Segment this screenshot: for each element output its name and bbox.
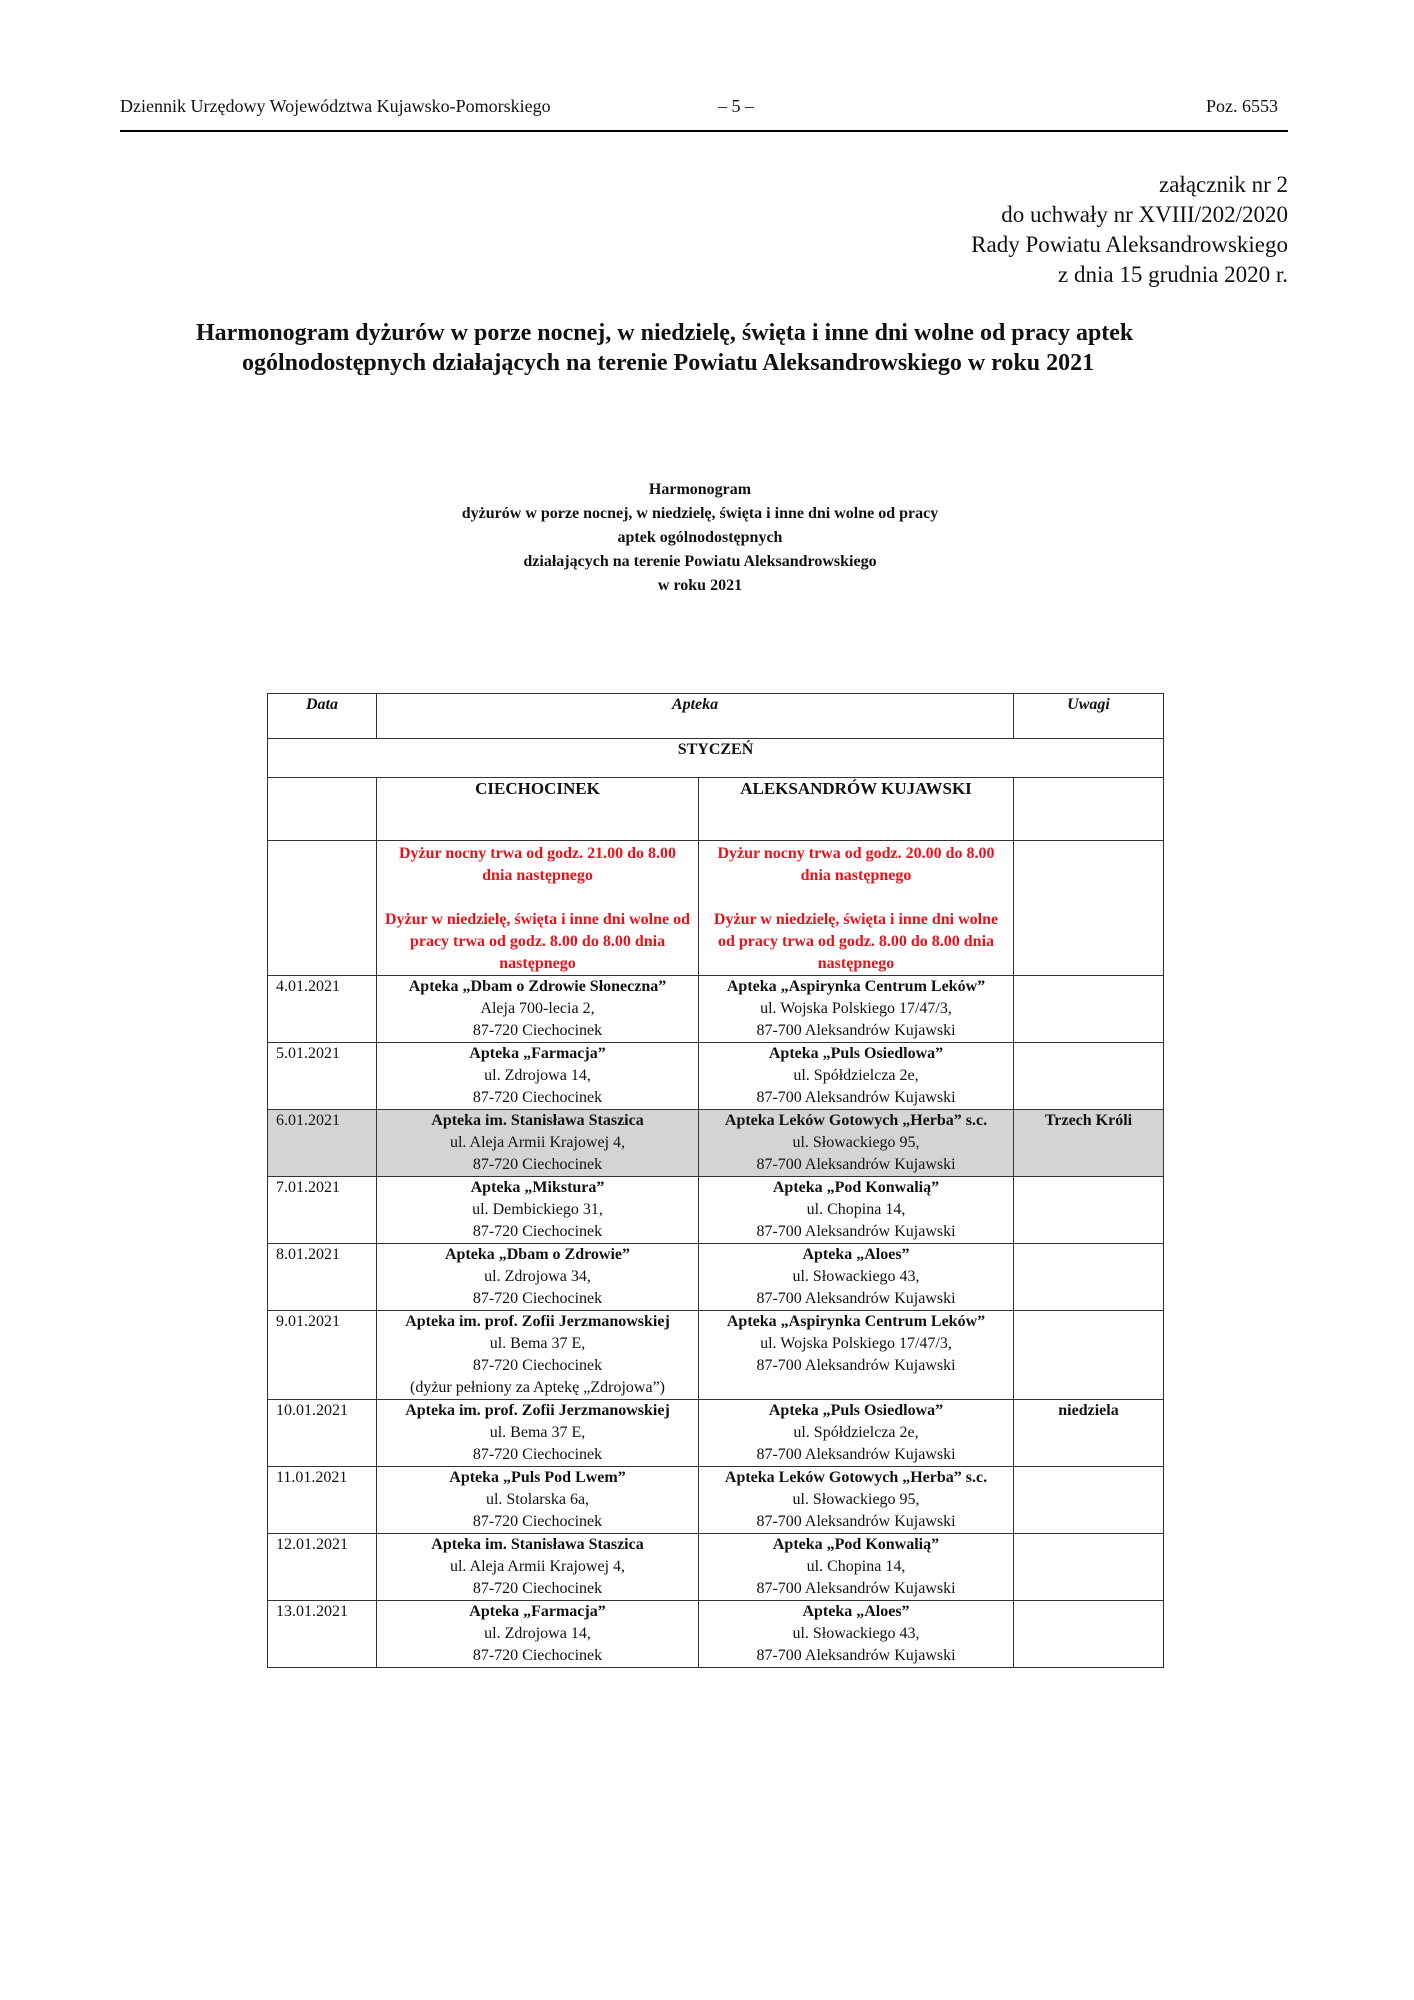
pharmacy-street: ul. Bema 37 E,: [489, 1424, 586, 1441]
ciechocinek-pharmacy-cell: [377, 1043, 699, 1110]
pharmacy-street: ul. Chopina 14,: [806, 1558, 906, 1575]
attachment-line: Rady Powiatu Aleksandrowskiego: [971, 232, 1288, 257]
heading-line: Harmonogram: [648, 481, 752, 498]
pharmacy-name: Apteka „Farmacja”: [469, 1603, 606, 1620]
holiday-duty-text: Dyżur w niedzielę, święta i inne dni wolne od pracy trwa od godz. 8.00 do 8.00 dnia następnego: [713, 911, 999, 972]
pharmacy-name: Apteka „Puls Osiedlowa”: [768, 1045, 944, 1062]
date-cell: 10.01.2021: [268, 1400, 377, 1467]
pharmacy-city: 87-720 Ciechocinek: [472, 1223, 603, 1240]
ciechocinek-pharmacy-cell: [377, 1244, 699, 1311]
aleksandrow-pharmacy-cell: [699, 1043, 1014, 1110]
empty-cell: [1014, 841, 1164, 976]
aleksandrow-pharmacy-cell: [699, 1110, 1014, 1177]
pharmacy-street: ul. Chopina 14,: [806, 1201, 906, 1218]
journal-title: Dziennik Urzędowy Województwa Kujawsko-Pomorskiego: [120, 96, 551, 116]
date-cell: 11.01.2021: [268, 1467, 377, 1534]
night-duty-text: Dyżur nocny trwa od godz. 21.00 do 8.00 dnia następnego: [398, 845, 677, 884]
heading-line: działających na terenie Powiatu Aleksandrowskiego: [523, 553, 877, 570]
pharmacy-name: Apteka Leków Gotowych „Herba” s.c.: [724, 1469, 988, 1486]
duty-hours-row: [268, 841, 1164, 976]
pharmacy-name: Apteka „Aloes”: [802, 1603, 910, 1620]
pharmacy-street: ul. Dembickiego 31,: [472, 1201, 603, 1218]
notes-cell: [1014, 1244, 1164, 1311]
pharmacy-street: ul. Spółdzielcza 2e,: [793, 1067, 919, 1084]
pharmacy-name: Apteka „Aspirynka Centrum Leków”: [726, 1313, 986, 1330]
notes-cell: [1014, 976, 1164, 1043]
aleksandrow-pharmacy-cell: [699, 1400, 1014, 1467]
pharmacy-city: 87-700 Aleksandrów Kujawski: [756, 1513, 956, 1530]
pharmacy-city: 87-700 Aleksandrów Kujawski: [756, 1089, 956, 1106]
aleksandrow-pharmacy-cell: [699, 1177, 1014, 1244]
notes-cell: [1014, 1043, 1164, 1110]
pharmacy-name: Apteka im. prof. Zofii Jerzmanowskiej: [405, 1313, 670, 1330]
pharmacy-city: 87-700 Aleksandrów Kujawski: [756, 1290, 956, 1307]
pharmacy-name: Apteka „Puls Pod Lwem”: [449, 1469, 626, 1486]
aleksandrow-pharmacy-cell: [699, 1534, 1014, 1601]
empty-cell: [268, 778, 377, 841]
column-header-pharmacy: Apteka: [377, 694, 1014, 739]
attachment-line: z dnia 15 grudnia 2020 r.: [1058, 262, 1288, 287]
pharmacy-name: Apteka Leków Gotowych „Herba” s.c.: [724, 1112, 988, 1129]
pharmacy-street: ul. Aleja Armii Krajowej 4,: [449, 1558, 626, 1575]
ciechocinek-pharmacy-cell: [377, 1400, 699, 1467]
table-row: [268, 1244, 1164, 1311]
night-duty-text: Dyżur nocny trwa od godz. 20.00 do 8.00 dnia następnego: [717, 845, 995, 884]
table-row: [268, 1534, 1164, 1601]
pharmacy-street: ul. Zdrojowa 14,: [484, 1067, 591, 1084]
pharmacy-city: 87-720 Ciechocinek: [472, 1357, 603, 1374]
pharmacy-street: ul. Wojska Polskiego 17/47/3,: [760, 1335, 952, 1352]
pharmacy-name: Apteka im. Stanisława Staszica: [431, 1536, 644, 1553]
pharmacy-street: ul. Zdrojowa 14,: [484, 1625, 591, 1642]
date-cell: 13.01.2021: [268, 1601, 377, 1668]
empty-cell: [268, 841, 377, 976]
ciechocinek-pharmacy-cell: [377, 1534, 699, 1601]
table-row: [268, 1110, 1164, 1177]
notes-cell: [1014, 1177, 1164, 1244]
date-cell: 7.01.2021: [268, 1177, 377, 1244]
pharmacy-street: ul. Słowackiego 43,: [792, 1268, 920, 1285]
pharmacy-name: Apteka „Aspirynka Centrum Leków”: [726, 978, 986, 995]
pharmacy-name: Apteka im. Stanisława Staszica: [431, 1112, 644, 1129]
position-number: Poz. 6553: [1206, 96, 1278, 116]
table-row: [268, 1467, 1164, 1534]
table-row: [268, 1177, 1164, 1244]
table-row: [268, 976, 1164, 1043]
ciechocinek-pharmacy-cell: [377, 1311, 699, 1400]
pharmacy-city: 87-720 Ciechocinek: [472, 1089, 603, 1106]
pharmacy-name: Apteka „Puls Osiedlowa”: [768, 1402, 944, 1419]
duty-schedule-table: [267, 693, 1164, 1668]
aleksandrow-pharmacy-cell: [699, 1311, 1014, 1400]
date-cell: 4.01.2021: [268, 976, 377, 1043]
table-row: [268, 1400, 1164, 1467]
pharmacy-city: 87-700 Aleksandrów Kujawski: [756, 1156, 956, 1173]
date-cell: 8.01.2021: [268, 1244, 377, 1311]
pharmacy-street: ul. Słowackiego 95,: [792, 1491, 920, 1508]
month-label: STYCZEŃ: [268, 739, 1164, 778]
page-header: [120, 96, 1288, 132]
heading-line: dyżurów w porze nocnej, w niedzielę, święta i inne dni wolne od pracy: [461, 505, 939, 522]
heading-line: w roku 2021: [657, 577, 743, 594]
month-row: [268, 739, 1164, 778]
holiday-duty-text: Dyżur w niedzielę, święta i inne dni wolne od pracy trwa od godz. 8.00 do 8.00 dnia następnego: [384, 911, 691, 972]
aleksandrow-pharmacy-cell: [699, 976, 1014, 1043]
pharmacy-city: 87-700 Aleksandrów Kujawski: [756, 1580, 956, 1597]
pharmacy-city: 87-720 Ciechocinek: [472, 1022, 603, 1039]
pharmacy-street: ul. Stolarska 6a,: [485, 1491, 590, 1508]
pharmacy-name: Apteka „Aloes”: [802, 1246, 910, 1263]
pharmacy-city: 87-700 Aleksandrów Kujawski: [756, 1446, 956, 1463]
aleksandrow-pharmacy-cell: [699, 1601, 1014, 1668]
date-cell: 5.01.2021: [268, 1043, 377, 1110]
pharmacy-name: Apteka „Pod Konwalią”: [772, 1536, 940, 1553]
date-cell: 12.01.2021: [268, 1534, 377, 1601]
pharmacy-street: ul. Wojska Polskiego 17/47/3,: [760, 1000, 952, 1017]
table-row: [268, 1043, 1164, 1110]
pharmacy-name: Apteka „Dbam o Zdrowie”: [444, 1246, 631, 1263]
pharmacy-city: 87-720 Ciechocinek: [472, 1580, 603, 1597]
pharmacy-street: ul. Aleja Armii Krajowej 4,: [449, 1134, 626, 1151]
pharmacy-name: Apteka „Pod Konwalią”: [772, 1179, 940, 1196]
pharmacy-city: 87-720 Ciechocinek: [472, 1156, 603, 1173]
notes-cell: [1014, 1311, 1164, 1400]
attachment-line: do uchwały nr XVIII/202/2020: [1001, 202, 1288, 227]
attachment-line: załącznik nr 2: [1159, 172, 1288, 197]
ciechocinek-pharmacy-cell: [377, 1177, 699, 1244]
notes-cell: niedziela: [1014, 1400, 1164, 1467]
pharmacy-name: Apteka „Dbam o Zdrowie Słoneczna”: [408, 978, 667, 995]
pharmacy-street: Aleja 700-lecia 2,: [480, 1000, 595, 1017]
table-row: [268, 1311, 1164, 1400]
pharmacy-street: ul. Bema 37 E,: [489, 1335, 586, 1352]
document-title: [120, 318, 1414, 378]
date-cell: 6.01.2021: [268, 1110, 377, 1177]
ciechocinek-pharmacy-cell: [377, 1110, 699, 1177]
ciechocinek-pharmacy-cell: [377, 1467, 699, 1534]
title-line: Harmonogram dyżurów w porze nocnej, w niedzielę, święta i inne dni wolne od pracy aptek: [196, 320, 1134, 346]
pharmacy-name: Apteka „Mikstura”: [470, 1179, 605, 1196]
pharmacy-street: ul. Słowackiego 95,: [792, 1134, 920, 1151]
pharmacy-street: ul. Spółdzielcza 2e,: [793, 1424, 919, 1441]
pharmacy-city: 87-720 Ciechocinek: [472, 1513, 603, 1530]
empty-cell: [1014, 778, 1164, 841]
table-row: [268, 1601, 1164, 1668]
pharmacy-city: 87-700 Aleksandrów Kujawski: [756, 1647, 956, 1664]
notes-cell: [1014, 1467, 1164, 1534]
notes-cell: [1014, 1601, 1164, 1668]
heading-line: aptek ogólnodostępnych: [617, 529, 783, 546]
title-line: ogólnodostępnych działających na terenie Powiatu Aleksandrowskiego w roku 2021: [242, 350, 1095, 376]
column-header-notes: Uwagi: [1014, 694, 1164, 739]
date-cell: 9.01.2021: [268, 1311, 377, 1400]
city-row: [268, 778, 1164, 841]
pharmacy-name: Apteka im. prof. Zofii Jerzmanowskiej: [405, 1402, 670, 1419]
pharmacy-city: 87-700 Aleksandrów Kujawski: [756, 1022, 956, 1039]
attachment-note: [971, 170, 1288, 290]
city-aleksandrow: ALEKSANDRÓW KUJAWSKI: [699, 778, 1014, 841]
pharmacy-city: 87-720 Ciechocinek: [472, 1647, 603, 1664]
city-ciechocinek: CIECHOCINEK: [377, 778, 699, 841]
duty-hours-ciechocinek: [377, 841, 699, 976]
pharmacy-remark: (dyżur pełniony za Aptekę „Zdrojowa”): [409, 1379, 665, 1396]
pharmacy-city: 87-720 Ciechocinek: [472, 1446, 603, 1463]
ciechocinek-pharmacy-cell: [377, 976, 699, 1043]
column-header-date: Data: [268, 694, 377, 739]
page-number: – 5 –: [718, 96, 754, 116]
pharmacy-name: Apteka „Farmacja”: [469, 1045, 606, 1062]
pharmacy-city: 87-700 Aleksandrów Kujawski: [756, 1357, 956, 1374]
pharmacy-city: 87-720 Ciechocinek: [472, 1290, 603, 1307]
pharmacy-street: ul. Zdrojowa 34,: [484, 1268, 591, 1285]
aleksandrow-pharmacy-cell: [699, 1467, 1014, 1534]
ciechocinek-pharmacy-cell: [377, 1601, 699, 1668]
table-header-row: [268, 694, 1164, 739]
duty-hours-aleksandrow: [699, 841, 1014, 976]
notes-cell: Trzech Króli: [1014, 1110, 1164, 1177]
notes-cell: [1014, 1534, 1164, 1601]
pharmacy-city: 87-700 Aleksandrów Kujawski: [756, 1223, 956, 1240]
aleksandrow-pharmacy-cell: [699, 1244, 1014, 1311]
schedule-heading: [300, 478, 1100, 598]
pharmacy-street: ul. Słowackiego 43,: [792, 1625, 920, 1642]
